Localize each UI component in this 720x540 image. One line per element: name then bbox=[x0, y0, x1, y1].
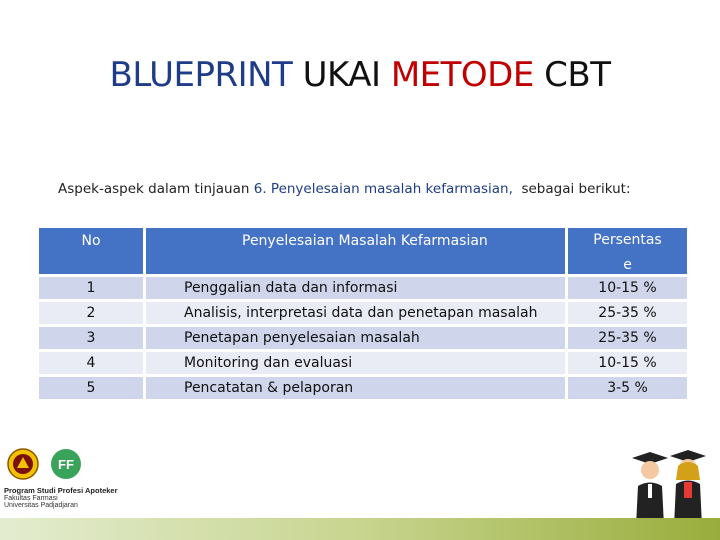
subtitle-before: Aspek-aspek dalam tinjauan bbox=[58, 181, 254, 197]
title-metode: METODE bbox=[390, 55, 534, 95]
slide-title bbox=[0, 55, 720, 95]
row-percentage: 3-5 % bbox=[568, 377, 687, 399]
row-topic: Analisis, interpretasi data dan penetapan masalah bbox=[146, 302, 565, 324]
table-row bbox=[39, 302, 687, 324]
row-topic: Monitoring dan evaluasi bbox=[146, 352, 565, 374]
header-percentage-line2: e bbox=[623, 257, 632, 273]
header-percentage bbox=[568, 228, 687, 274]
header-no: No bbox=[39, 228, 143, 274]
row-topic: Penggalian data dan informasi bbox=[146, 277, 565, 299]
blueprint-table bbox=[39, 228, 687, 402]
slide-subtitle bbox=[58, 181, 698, 197]
institution-caption bbox=[4, 486, 118, 509]
row-no: 3 bbox=[39, 327, 143, 349]
row-no: 1 bbox=[39, 277, 143, 299]
table-row bbox=[39, 277, 687, 299]
faculty-name: Fakultas Farmasi bbox=[4, 495, 58, 502]
table-row bbox=[39, 327, 687, 349]
title-cbt: CBT bbox=[544, 55, 611, 95]
table-header-row bbox=[39, 228, 687, 274]
title-blueprint: BLUEPRINT bbox=[109, 55, 293, 95]
row-no: 4 bbox=[39, 352, 143, 374]
row-topic: Pencatatan & pelaporan bbox=[146, 377, 565, 399]
row-topic: Penetapan penyelesaian masalah bbox=[146, 327, 565, 349]
ff-logo-text: FF bbox=[58, 457, 74, 472]
program-name: Program Studi Profesi Apoteker bbox=[4, 486, 118, 495]
table-row bbox=[39, 377, 687, 399]
subtitle-after: sebagai berikut: bbox=[512, 181, 631, 197]
row-percentage: 10-15 % bbox=[568, 352, 687, 374]
title-ukai: UKAI bbox=[302, 55, 381, 95]
graduate-female-icon bbox=[670, 450, 706, 526]
university-name: Universitas Padjadjaran bbox=[4, 502, 78, 509]
header-topic: Penyelesaian Masalah Kefarmasian bbox=[146, 228, 565, 274]
footer-accent-bar bbox=[0, 518, 720, 540]
subtitle-highlight: 6. Penyelesaian masalah kefarmasian, bbox=[253, 181, 513, 197]
university-seal-icon bbox=[8, 449, 38, 479]
row-no: 2 bbox=[39, 302, 143, 324]
row-no: 5 bbox=[39, 377, 143, 399]
header-percentage-line1: Persentas bbox=[593, 232, 662, 248]
faculty-logo-icon bbox=[51, 449, 81, 479]
graduates-illustration bbox=[620, 446, 716, 526]
table-row bbox=[39, 352, 687, 374]
row-percentage: 25-35 % bbox=[568, 302, 687, 324]
row-percentage: 10-15 % bbox=[568, 277, 687, 299]
row-percentage: 25-35 % bbox=[568, 327, 687, 349]
graduate-male-icon bbox=[632, 452, 668, 526]
